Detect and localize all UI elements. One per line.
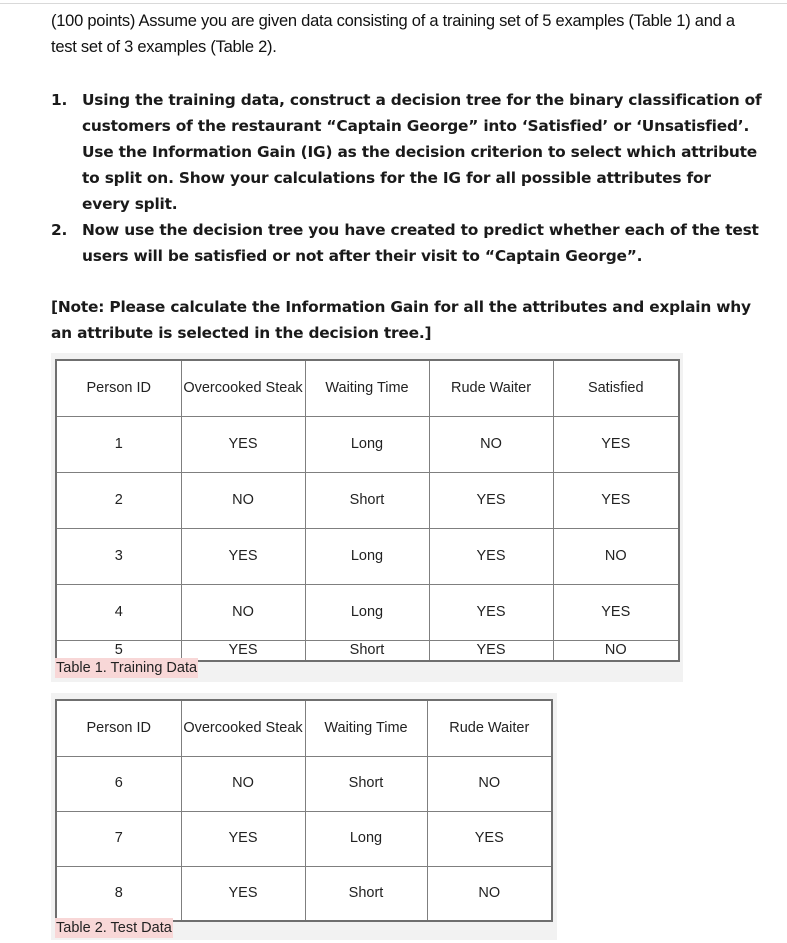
cell-overcooked-steak: YES [181,640,305,661]
cell-satisfied: NO [553,528,679,584]
test-header-overcooked-steak: Overcooked Steak [181,700,305,756]
cell-person-id: 8 [56,866,181,921]
cell-person-id: 5 [56,640,181,661]
training-header-waiting-time: Waiting Time [305,360,429,416]
cell-rude-waiter: NO [429,416,553,472]
cell-overcooked-steak: YES [181,866,305,921]
cell-person-id: 6 [56,756,181,811]
cell-overcooked-steak: NO [181,756,305,811]
cell-overcooked-steak: YES [181,811,305,866]
cell-satisfied: YES [553,584,679,640]
question-2-text: Now use the decision tree you have created to predict whether each of the test users will be satisfied or not after their visit to “Captain George”. [82,221,759,265]
cell-overcooked-steak: YES [181,416,305,472]
cell-waiting-time: Short [305,756,427,811]
cell-rude-waiter: NO [427,866,552,921]
test-table-caption: Table 2. Test Data [56,920,172,936]
test-table [55,699,553,922]
cell-waiting-time: Long [305,811,427,866]
question-1 [51,87,763,217]
test-header-row [56,700,552,756]
question-1-number: 1. [51,91,68,109]
training-header-satisfied: Satisfied [553,360,679,416]
cell-rude-waiter: YES [429,640,553,661]
table-row [56,584,679,640]
training-header-overcooked-steak: Overcooked Steak [181,360,305,416]
test-header-person-id: Person ID [56,700,181,756]
cell-waiting-time: Short [305,472,429,528]
cell-satisfied: YES [553,472,679,528]
question-2 [51,217,763,269]
cell-person-id: 3 [56,528,181,584]
training-header-rude-waiter: Rude Waiter [429,360,553,416]
cell-waiting-time: Long [305,416,429,472]
cell-waiting-time: Short [305,866,427,921]
cell-rude-waiter: YES [429,472,553,528]
cell-satisfied: NO [553,640,679,661]
cell-rude-waiter: YES [429,528,553,584]
cell-waiting-time: Short [305,640,429,661]
cell-satisfied: YES [553,416,679,472]
top-divider [0,3,787,4]
question-2-number: 2. [51,221,68,239]
cell-overcooked-steak: YES [181,528,305,584]
cell-person-id: 4 [56,584,181,640]
test-header-waiting-time: Waiting Time [305,700,427,756]
cell-person-id: 7 [56,811,181,866]
problem-intro: (100 points) Assume you are given data consisting of a training set of 5 examples (Table 1) and a test set of 3 examples (Table 2). [51,12,735,56]
table-row [56,756,552,811]
training-table [55,359,680,662]
cell-overcooked-steak: NO [181,472,305,528]
training-table-caption: Table 1. Training Data [56,660,198,676]
cell-rude-waiter: NO [427,756,552,811]
table-row [56,472,679,528]
table-row [56,416,679,472]
cell-person-id: 2 [56,472,181,528]
question-1-text: Using the training data, construct a decision tree for the binary classification of customers of the restaurant “Captain George” into ‘Satisfied’ or ‘Unsatisfied’. Use the Information Gain (IG) as the decision criterion to select which attribute to split on. Show your calculations for the IG for all possible attributes for every split. [82,91,762,213]
cell-overcooked-steak: NO [181,584,305,640]
cell-rude-waiter: YES [429,584,553,640]
cell-rude-waiter: YES [427,811,552,866]
training-header-person-id: Person ID [56,360,181,416]
table-row [56,528,679,584]
cell-person-id: 1 [56,416,181,472]
table-row [56,866,552,921]
table-row [56,811,552,866]
training-header-row [56,360,679,416]
cell-waiting-time: Long [305,528,429,584]
test-header-rude-waiter: Rude Waiter [427,700,552,756]
note-paragraph: [Note: Please calculate the Information Gain for all the attributes and explain why an attribute is selected in the decision tree.] [51,298,751,342]
cell-waiting-time: Long [305,584,429,640]
